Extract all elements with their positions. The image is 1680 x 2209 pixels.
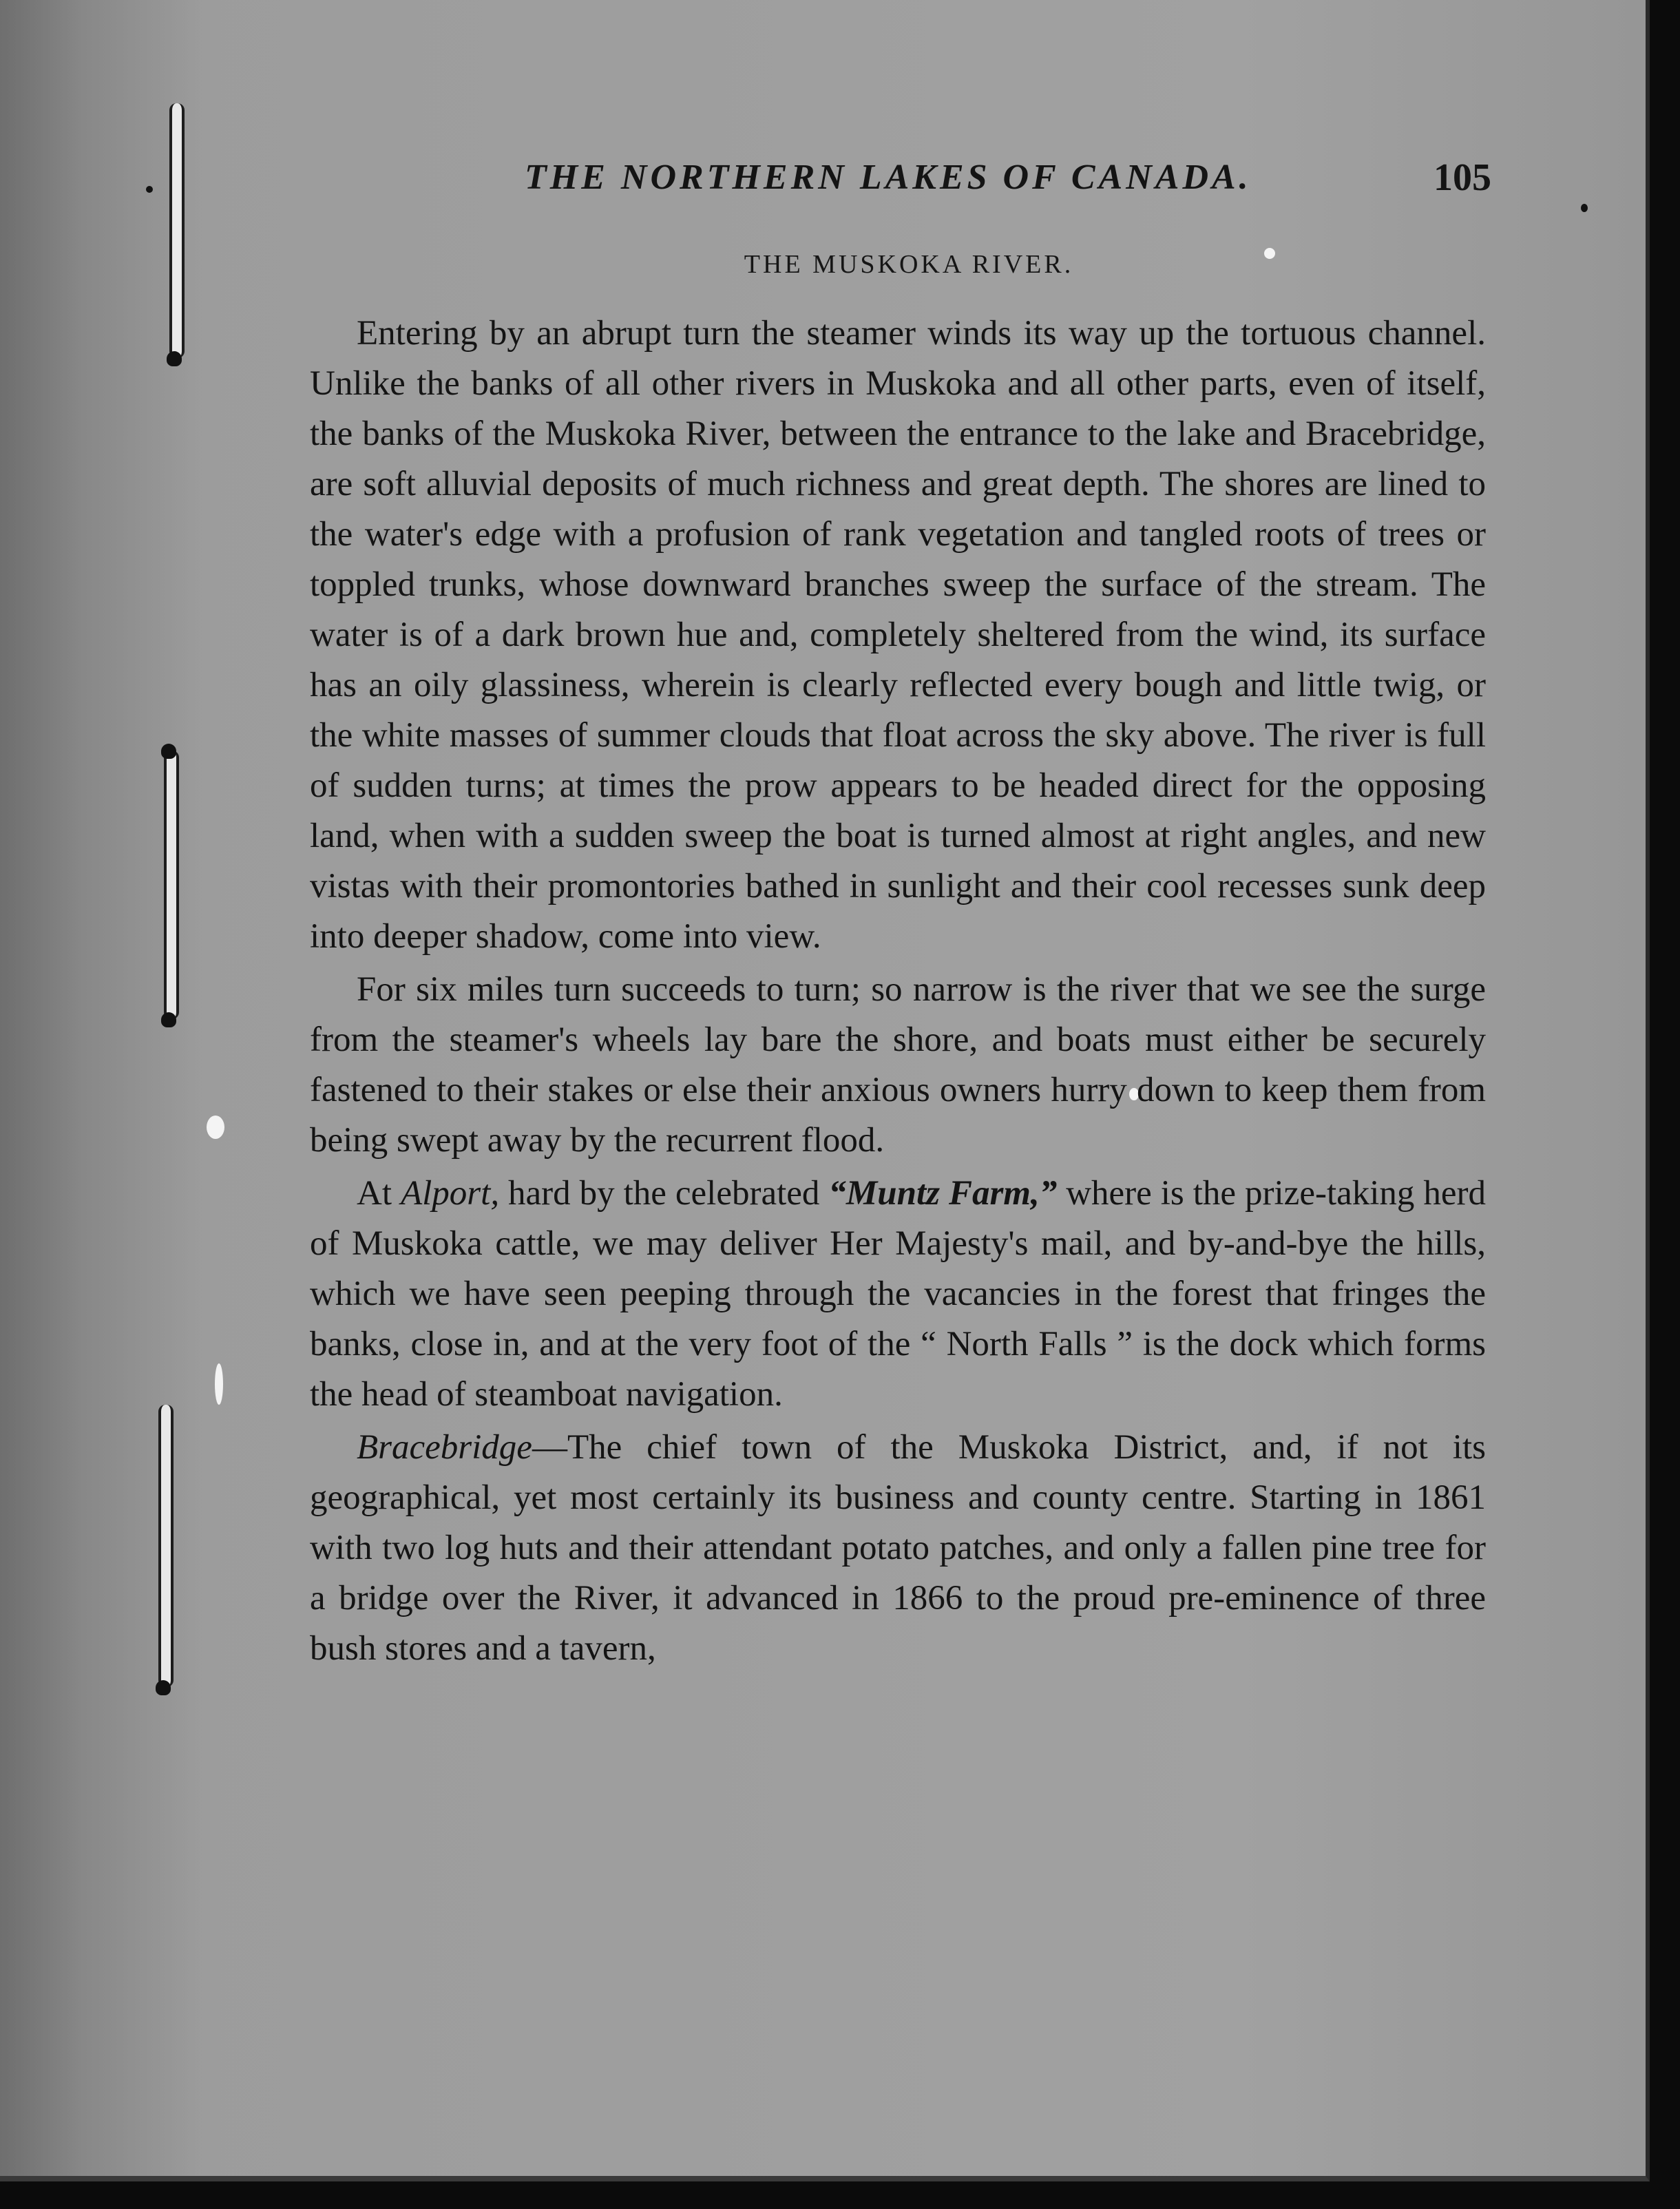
paragraph-text: where is the prize-taking herd of Muskoka cattle, we may deliver Her Majesty's mail, and by-and-bye the hills, which we have seen peeping through the vacancies in the forest that fringes the banks, close in, and at the very foot of the “ North Falls ” is the dock which forms the head of steamboat navigation. <box>310 1174 1487 1414</box>
paragraph-lead: At <box>357 1174 401 1213</box>
binding-stitch <box>164 751 179 1019</box>
paragraph: For six miles turn succeeds to turn; so narrow is the river that we see the surge from the steamer's wheels lay bare the shore, and boats must either be securely fastened to their stakes or else their anxious owners hurry down to keep them from being swept away by the recurrent flood. <box>310 970 1486 1160</box>
place-name: Alport, <box>400 1174 500 1213</box>
binding-knot <box>167 351 182 366</box>
paragraph <box>310 1169 1486 1420</box>
town-name: Bracebridge <box>357 1428 532 1467</box>
paragraph <box>310 1423 1486 1674</box>
paragraph: Entering by an abrupt turn the steamer winds its way up the tortuous channel. Unlike the banks of all other rivers in Muskoka and all other parts, even of itself, the banks of the Muskoka River, between the entrance to the lake and Bracebridge, are soft alluvial deposits of much richness and great depth. The shores are lined to the water's edge with a profusion of rank vegetation and tangled roots of trees or toppled trunks, whose downward branches sweep the surface of the stream. The water is of a dark brown hue and, completely sheltered from the wind, its surface has an oily glassiness, wherein is clearly reflected every bough and little twig, or the white masses of summer clouds that float across the sky above. The river is full of sudden turns; at times the prow appears to be headed direct for the opposing land, when with a sudden sweep the boat is turned almost at right angles, and new vistas with their promontories bathed in sunlight and their cool recesses sunk deep into deeper shadow, come into view. <box>310 314 1486 956</box>
scan-speck-dark <box>146 186 153 193</box>
paragraph-text: —The chief town of the Muskoka District, and, if not its geographical, yet most certainly its business and county centre. Starting in 1861 with two log huts and their attendant potato patches, and only a fallen pine tree for a bridge over the River, it advanced in 1866 to the proud pre-eminence of three bush stores and a tavern, <box>310 1428 1486 1668</box>
binding-stitch <box>158 1405 174 1687</box>
body-text <box>310 308 1486 1674</box>
binding-stitch <box>169 103 185 358</box>
binding-knot <box>156 1680 171 1695</box>
scan-speck <box>215 1363 223 1405</box>
binding-knot <box>161 744 176 759</box>
scan-speck <box>207 1116 224 1139</box>
binding-knot <box>161 1012 176 1027</box>
running-head: THE NORTHERN LAKES OF CANADA. <box>525 158 1252 197</box>
scan-speck-dark <box>1581 204 1588 212</box>
farm-name: “Muntz Farm,” <box>828 1174 1058 1213</box>
page-number: 105 <box>1434 156 1491 199</box>
paragraph-text: hard by the celebrated <box>499 1174 829 1213</box>
section-title: THE MUSKOKA RIVER. <box>744 250 1074 279</box>
